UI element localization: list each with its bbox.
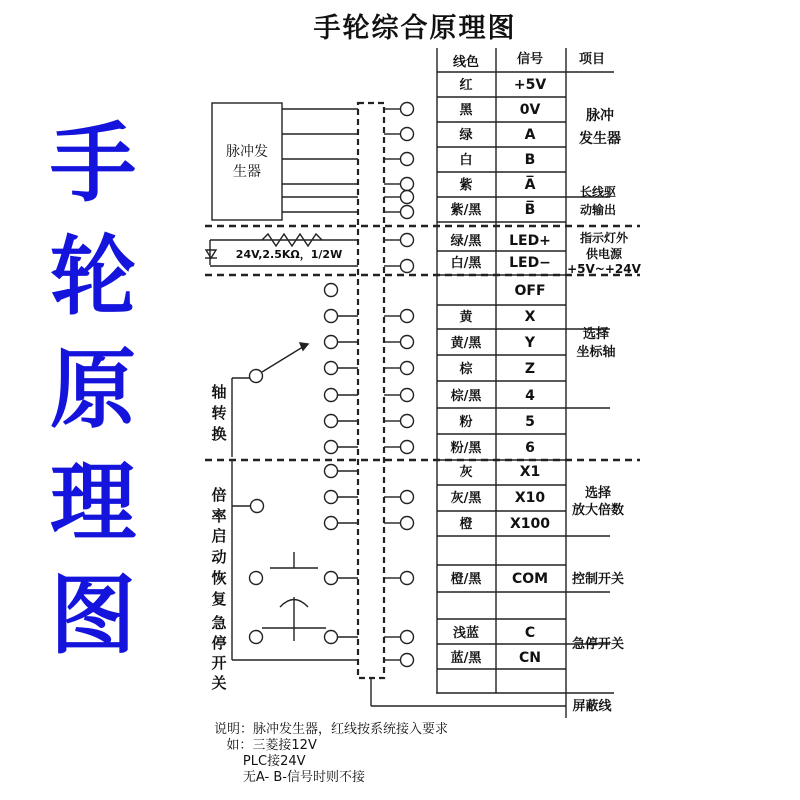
signal-cell: X100 [509,516,551,532]
side-title-char: 理 [50,453,136,553]
right-terminal [401,389,414,402]
led-diode [206,250,216,258]
signal-cell: CN [519,650,541,666]
signal-cell: A̅ [524,177,536,193]
estop-label: 停 [211,634,227,652]
signal-cell: LED+ [509,233,551,249]
right-terminal [401,654,414,667]
side-title-char: 原 [50,340,136,440]
signal-cell: LED− [509,255,551,271]
group-line-driver: 动输出 [579,203,617,217]
right-terminal [401,153,414,166]
axis-terminal [325,389,338,402]
group-estop-switch: 急停开关 [571,637,625,652]
wire-color-cell: 绿 [459,128,473,143]
right-terminal [401,260,414,273]
right-terminal [401,128,414,141]
group-indicator: +5V~+24V [567,262,641,276]
note-line: 如：三菱接12V [214,738,317,753]
signal-cell: Y [524,335,536,351]
magnification-label: 倍 [211,486,227,504]
estop-label: 关 [211,674,227,692]
wire-color-cell: 橙/黑 [450,572,482,587]
right-terminal [401,572,414,585]
signal-cell: COM [511,571,549,587]
note-line: 说明：脉冲发生器，红线按系统接入要求 [214,722,449,737]
group-axis-select: 坐标轴 [576,345,616,360]
axis-terminal [325,310,338,323]
right-terminal [401,191,414,204]
wire-color-cell: 绿/黑 [450,234,482,249]
selector-arrow [300,343,308,350]
wire-color-cell: 棕/黑 [450,389,482,404]
axis-terminal [325,362,338,375]
header-signal: 信号 [516,52,544,67]
restore-label: 复 [211,590,227,608]
right-terminal [401,631,414,644]
estop-label: 急 [211,614,227,632]
right-terminal [401,103,414,116]
start-label: 动 [211,548,227,566]
header-color: 线色 [452,55,480,70]
group-control-switch: 控制开关 [571,572,625,587]
wire-color-cell: 棕 [459,362,473,377]
mag-common-terminal [251,500,264,513]
side-title [38,108,148,673]
axis-label: 转 [211,404,227,422]
mag-terminal [325,491,338,504]
group-indicator: 指示灯外 [579,231,629,245]
notes [214,722,448,786]
signal-cell: OFF [514,283,546,299]
right-terminal [401,310,414,323]
wire-color-cell: 紫 [459,178,473,193]
wire-color-cell: 浅蓝 [452,626,480,641]
right-terminal [401,206,414,219]
wire-color-cell: 白 [459,153,473,168]
signal-cell: X [524,309,536,325]
wire-color-cell: 黄 [459,310,473,325]
pulse-box-label: 生器 [233,164,261,180]
header-item: 项目 [578,52,606,67]
mag-terminal [325,465,338,478]
note-line: 无A- B-信号时则不接 [214,770,365,785]
wire-color-cell: 蓝/黑 [450,651,482,666]
group-mag-select: 选择 [584,486,612,501]
estop-label: 开 [211,654,227,672]
wire-color-cell: 灰 [459,465,473,480]
estop-terminal [325,631,338,644]
group-shield: 屏蔽线 [572,699,612,714]
wire-color-cell: 黄/黑 [450,336,482,351]
signal-cell: Z [524,361,536,377]
axis-terminal [325,441,338,454]
right-terminal [401,362,414,375]
axis-terminal [325,336,338,349]
signal-cell: 5 [525,414,535,430]
wire-color-cell: 黑 [459,103,473,118]
wire-color-cell: 紫/黑 [450,203,482,218]
right-terminal [401,336,414,349]
wire-color-cell: 红 [459,78,473,93]
switch-terminal [250,572,263,585]
signal-cell: 0V [519,102,541,118]
led-spec-label: 24V,2.5KΩ，1/2W [235,248,343,261]
right-terminal [401,517,414,530]
restore-label: 恢 [211,569,227,587]
signal-cell: X1 [519,464,541,480]
right-terminal [401,491,414,504]
switch-terminal [325,572,338,585]
right-terminal [401,234,414,247]
signal-cell: C [524,625,536,641]
axis-terminal [325,284,338,297]
group-indicator: 供电源 [585,247,623,261]
wire-color-cell: 白/黑 [450,256,482,271]
magnification-label: 率 [211,507,227,525]
signal-cell: 6 [525,440,535,456]
right-terminal [401,415,414,428]
right-terminal [401,441,414,454]
side-title-char: 手 [50,114,136,214]
wire-color-cell: 橙 [459,517,473,532]
right-terminal [401,178,414,191]
wire-color-cell: 灰/黑 [450,491,482,506]
signal-cell: B̅ [524,202,536,218]
mag-terminal [325,517,338,530]
signal-cell: 4 [525,388,535,404]
axis-label: 换 [211,425,227,443]
group-line-driver: 长线驱 [579,185,617,199]
start-label: 启 [211,527,227,545]
note-line: PLC接24V [214,754,306,769]
signal-cell: X10 [514,490,546,506]
pulse-generator-box [212,103,282,220]
axis-terminal [325,415,338,428]
wire-color-cell: 粉/黑 [450,441,482,456]
estop-terminal [250,631,263,644]
selector-arm [262,345,306,372]
group-pulse: 脉冲 [586,108,614,124]
cable-bundle [358,103,384,678]
group-pulse: 发生器 [579,131,621,147]
side-title-char: 图 [50,566,136,666]
axis-label: 轴 [211,383,227,401]
side-title-char: 轮 [50,227,136,327]
signal-cell: A [524,127,536,143]
pulse-box-label: 脉冲发 [226,144,268,160]
signal-cell: B [524,152,536,168]
axis-common-terminal [250,370,263,383]
wire-color-cell: 粉 [459,415,473,430]
signal-cell: +5V [513,77,547,93]
diagram-title: 手轮综合原理图 [313,13,517,44]
group-mag-select: 放大倍数 [571,503,625,518]
group-axis-select: 选择 [582,327,610,342]
